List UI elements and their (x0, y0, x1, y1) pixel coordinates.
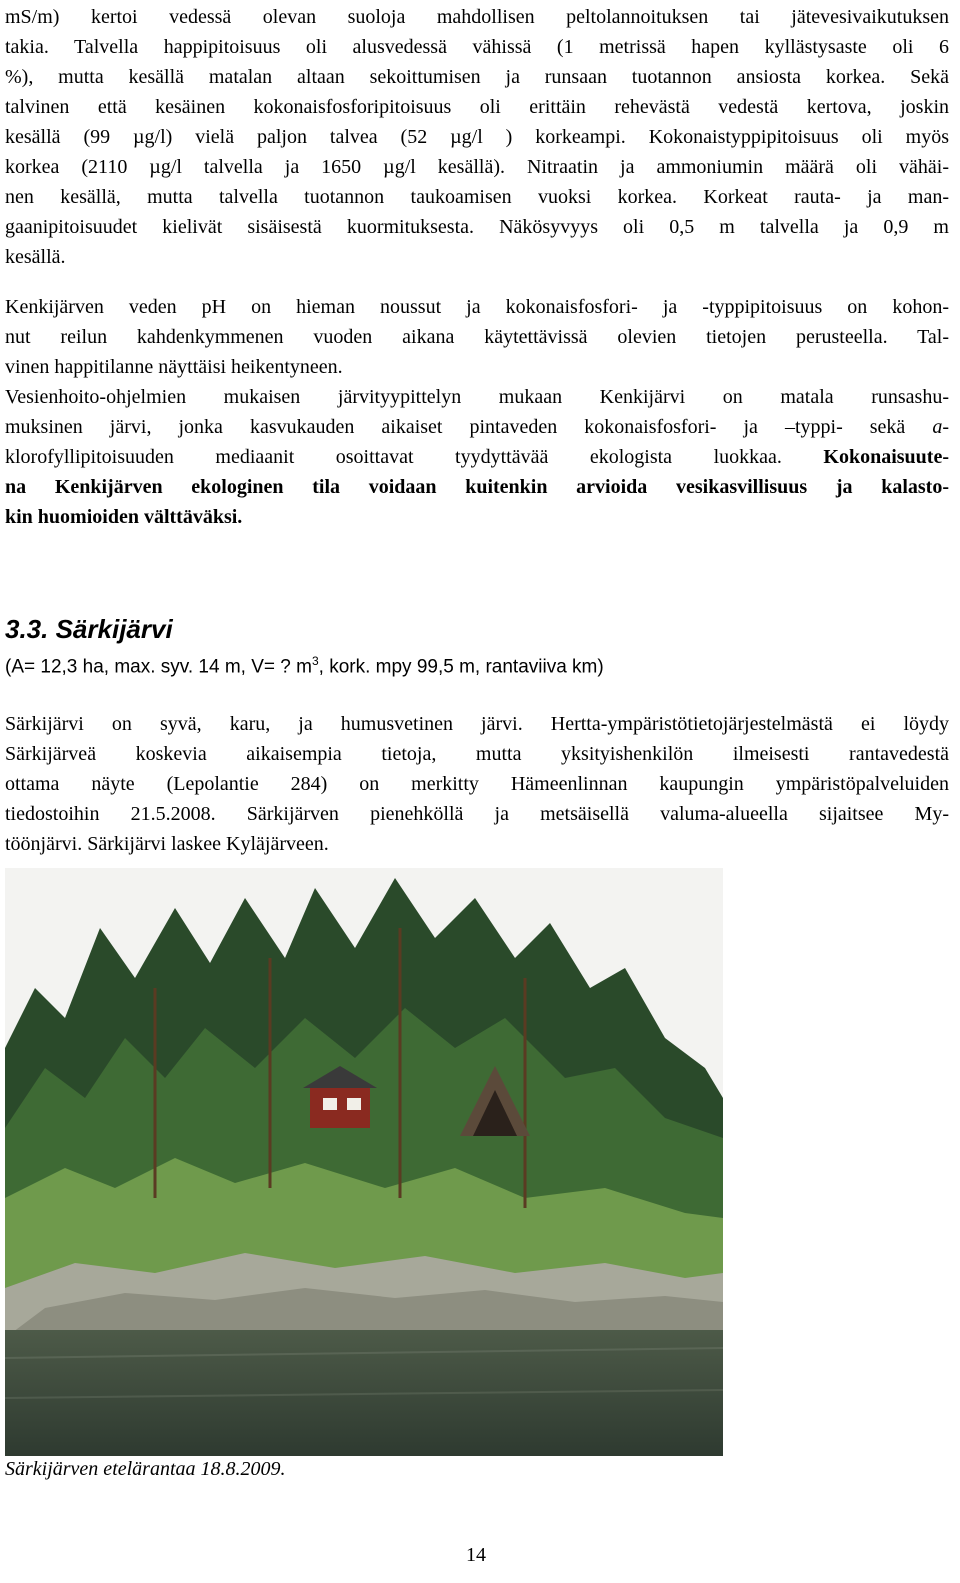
text-line: Särkijärveä koskevia aikaisempia tietoja, mutta yksityishenkilön ilmeisesti rantavedestä (5, 743, 949, 765)
text-line: Vesienhoito-ohjelmien mukaisen järvityypittelyn mukaan Kenkijärvi on matala runsashu- (5, 386, 949, 408)
text-line: %), mutta kesällä matalan altaan sekoittumisen ja runsaan tuotannon ansiosta korkea. Sekä (5, 66, 949, 88)
text-line: tiedostoihin 21.5.2008. Särkijärven pienehköllä ja metsäisellä valuma-alueella sijaitsee My- (5, 803, 949, 825)
paragraph-classification (5, 382, 949, 532)
lake-parameters: (A= 12,3 ha, max. syv. 14 m, V= ? $m^3$, kork. mpy 99,5 m, rantaviiva km) (5, 654, 604, 678)
paragraph-water-quality (5, 2, 949, 272)
text-line: kesällä. (5, 246, 66, 268)
bold-text: Kokonaisuute- (823, 446, 949, 468)
paragraph-ph-trend (5, 292, 949, 382)
text-line: na Kenkijärven ekologinen tila voidaan kuitenkin arvioida vesikasvillisuus ja kalasto- (5, 476, 949, 498)
text-line: Särkijärvi on syvä, karu, ja humusvetinen järvi. Hertta-ympäristötietojärjestelmästä ei löydy (5, 713, 949, 735)
section-heading: 3.3. Särkijärvi (5, 614, 173, 644)
text-line: töönjärvi. Särkijärvi laskee Kyläjärveen. (5, 833, 329, 855)
text-line: klorofyllipitoisuuden mediaanit osoittavat tyydyttävää ekologista luokkaa. Kokonaisuute- (5, 446, 949, 468)
text-line: kesällä (99 µg/l) vielä paljon talvea (52 µg/l ) korkeampi. Kokonaistyppipitoisuus oli myös (5, 126, 949, 148)
photo-caption: Särkijärven etelärantaa 18.8.2009. (5, 1458, 286, 1480)
text-line: vinen happitilanne näyttäisi heikentyneen. (5, 356, 343, 378)
text-line: nen kesällä, mutta talvella tuotannon taukoamisen vuoksi korkea. Korkeat rauta- ja man- (5, 186, 949, 208)
text-line: takia. Talvella happipitoisuus oli alusvedessä vähissä (1 metrissä hapen kyllästysaste oli 6 (5, 36, 949, 58)
lake-shore-photo (5, 868, 723, 1456)
text-line: korkea (2110 µg/l talvella ja 1650 µg/l kesällä). Nitraatin ja ammoniumin määrä oli vähäi- (5, 156, 949, 178)
text-line: kin huomioiden välttäväksi. (5, 506, 243, 528)
text-line: gaanipitoisuudet kielivät sisäisestä kuormituksesta. Näkösyvyys oli 0,5 m talvella ja 0,9 m (5, 216, 949, 238)
page-number: 14 (466, 1544, 486, 1566)
text-line: mS/m) kertoi vedessä olevan suoloja mahdollisen peltolannoituksen tai jätevesivaikutuksen (5, 6, 949, 28)
text-line: talvinen että kesäinen kokonaisfosforipitoisuus oli erittäin rehevästä vedestä kertova, joskin (5, 96, 949, 118)
text-line: Kenkijärven veden pH on hieman noussut ja kokonaisfosfori- ja -typpipitoisuus on kohon- (5, 296, 949, 318)
photo-illustration (5, 868, 723, 1456)
italic-text: a- (932, 416, 949, 438)
paragraph-sarkijarvi-description (5, 709, 949, 859)
text-line: ottama näyte (Lepolantie 284) on merkitty Hämeenlinnan kaupungin ympäristöpalveluiden (5, 773, 949, 795)
text-line: nut reilun kahdenkymmenen vuoden aikana käytettävissä olevien tietojen perusteella. Tal- (5, 326, 949, 348)
text-line: muksinen järvi, jonka kasvukauden aikaiset pintaveden kokonaisfosfori- ja –typpi- sekä a- (5, 416, 949, 438)
superscript: 3 (311, 654, 319, 668)
